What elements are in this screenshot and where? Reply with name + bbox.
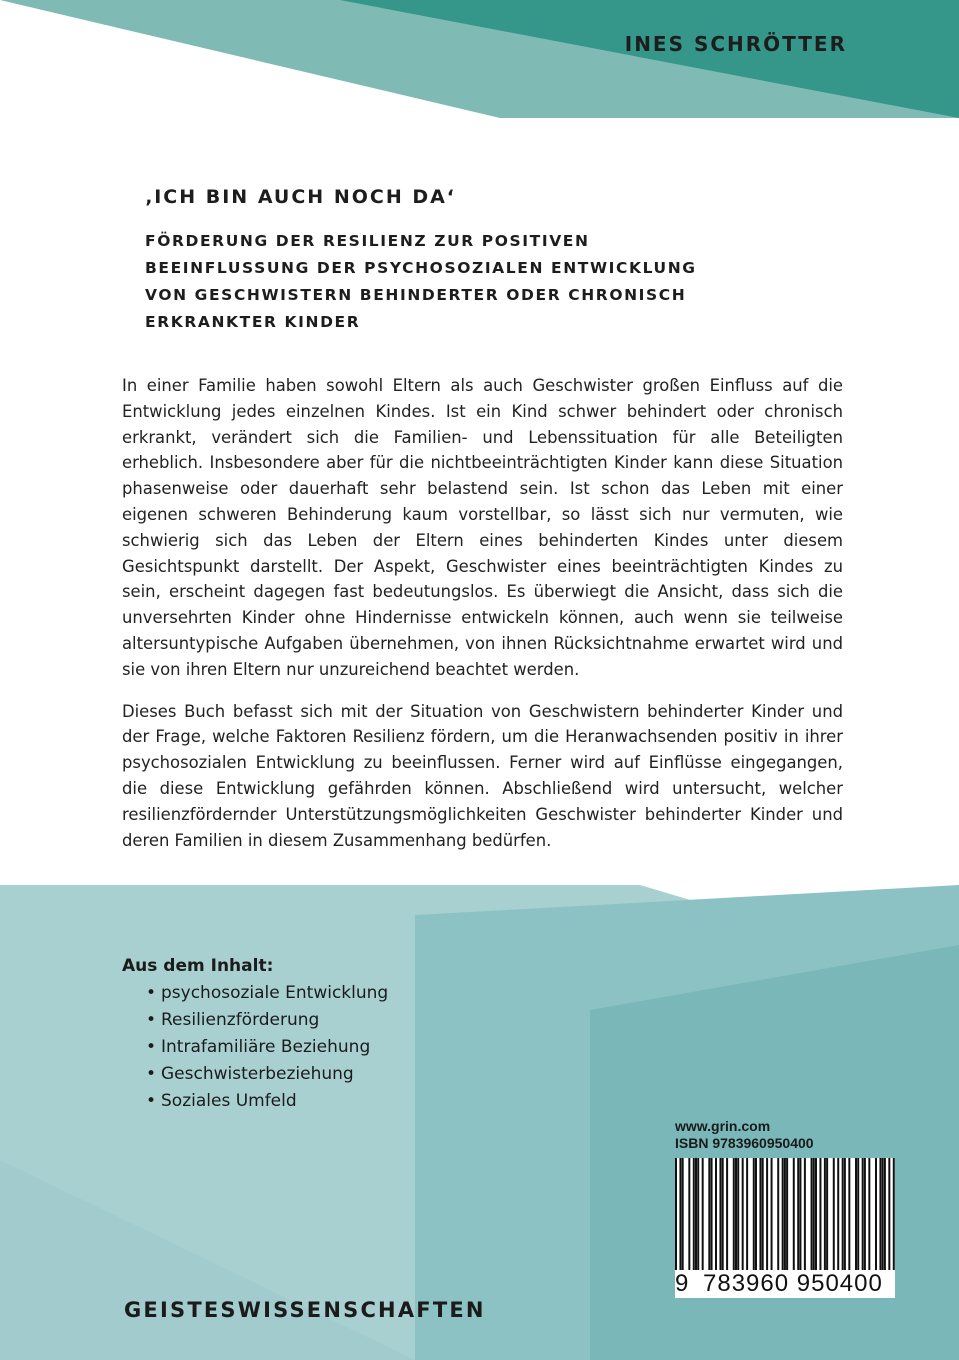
bullet-icon: • [146,1091,157,1111]
barcode-digit-group: 950400 [796,1270,883,1297]
list-item-label: Intrafamiliäre Beziehung [161,1037,371,1057]
bullet-icon: • [146,1064,157,1084]
category-label: GEISTESWISSENSCHAFTEN [124,1298,486,1322]
blurb [122,373,843,869]
list-item-label: Geschwisterbeziehung [161,1064,354,1084]
contents-list [122,953,582,1115]
barcode-icon [675,1158,895,1270]
publisher-url: www.grin.com [675,1118,771,1134]
title-block [145,186,865,336]
list-item [146,980,582,1007]
list-item [146,1088,582,1115]
subtitle-line: BEEINFLUSSUNG DER PSYCHOSOZIALEN ENTWICKLUNG [145,259,697,277]
barcode-block [675,1118,895,1296]
barcode-digits [675,1270,895,1298]
book-subtitle [145,228,865,336]
list-item [146,1061,582,1088]
isbn-label: ISBN 9783960950400 [675,1135,814,1151]
subtitle-line: FÖRDERUNG DER RESILIENZ ZUR POSITIVEN [145,232,590,250]
contents-heading: Aus dem Inhalt: [122,956,274,976]
list-item-label: Soziales Umfeld [161,1091,297,1111]
list-item-label: psychosoziale Entwicklung [161,983,389,1003]
list-item [146,1034,582,1061]
bullet-icon: • [146,1037,157,1057]
blurb-paragraph-1: In einer Familie haben sowohl Eltern als auch Geschwister großen Einfluss auf die Entwicklung jedes einzelnen Kindes. Ist ein Kind schwer behindert oder chronisch erkrankt, verändert sich die Familien- und Lebenssituation für alle Beteiligten erheblich. Insbesondere aber für die nichtbeeinträchtigten Kinder kann diese Situation phasenweise oder dauerhaft sehr belastend sein. Ist schon das Leben mit einer eigenen schweren Behinderung kaum vorstellbar, so lässt sich nur vermuten, wie schwierig sich das Leben der Eltern eines behinderten Kindes unter diesem Gesichtspunkt darstellt. Der Aspekt, Geschwister eines beeinträchtigten Kindes zu sein, erscheint dagegen fast bedeutungslos. Es überwiegt die Ansicht, dass sich die unversehrten Kinder ohne Hindernisse entwickeln können, auch wenn sie teilweise altersuntypische Aufgaben übernehmen, von ihnen Rücksichtnahme erwartet wird und sie von ihren Eltern nur unzureichend beachtet werden. [122,376,843,679]
list-item [146,1007,582,1034]
subtitle-line: VON GESCHWISTERN BEHINDERTER ODER CHRONISCH [145,286,687,304]
list-item-label: Resilienzförderung [161,1010,320,1030]
barcode-digit-first: 9 [675,1270,690,1297]
book-title: ‚ICH BIN AUCH NOCH DA‘ [145,186,457,208]
bullet-icon: • [146,1010,157,1030]
bullet-icon: • [146,983,157,1003]
barcode-digit-group: 783960 [703,1270,790,1297]
blurb-paragraph-2: Dieses Buch befasst sich mit der Situation von Geschwistern behinderter Kinder und der Frage, welche Faktoren Resilienz fördern, um die Heranwachsenden positiv in ihrer psychosozialen Entwicklung zu beeinflussen. Ferner wird auf Einflüsse eingegangen, die diese Entwicklung gefährden können. Abschließend wird untersucht, welcher resilienzfördernder Unterstützungsmöglichkeiten Geschwister behinderter Kinder und deren Familien in diesem Zusammenhang bedürfen. [122,701,843,850]
subtitle-line: ERKRANKTER KINDER [145,313,361,331]
author-name: INES SCHRÖTTER [624,32,847,56]
contents-items [122,980,582,1115]
